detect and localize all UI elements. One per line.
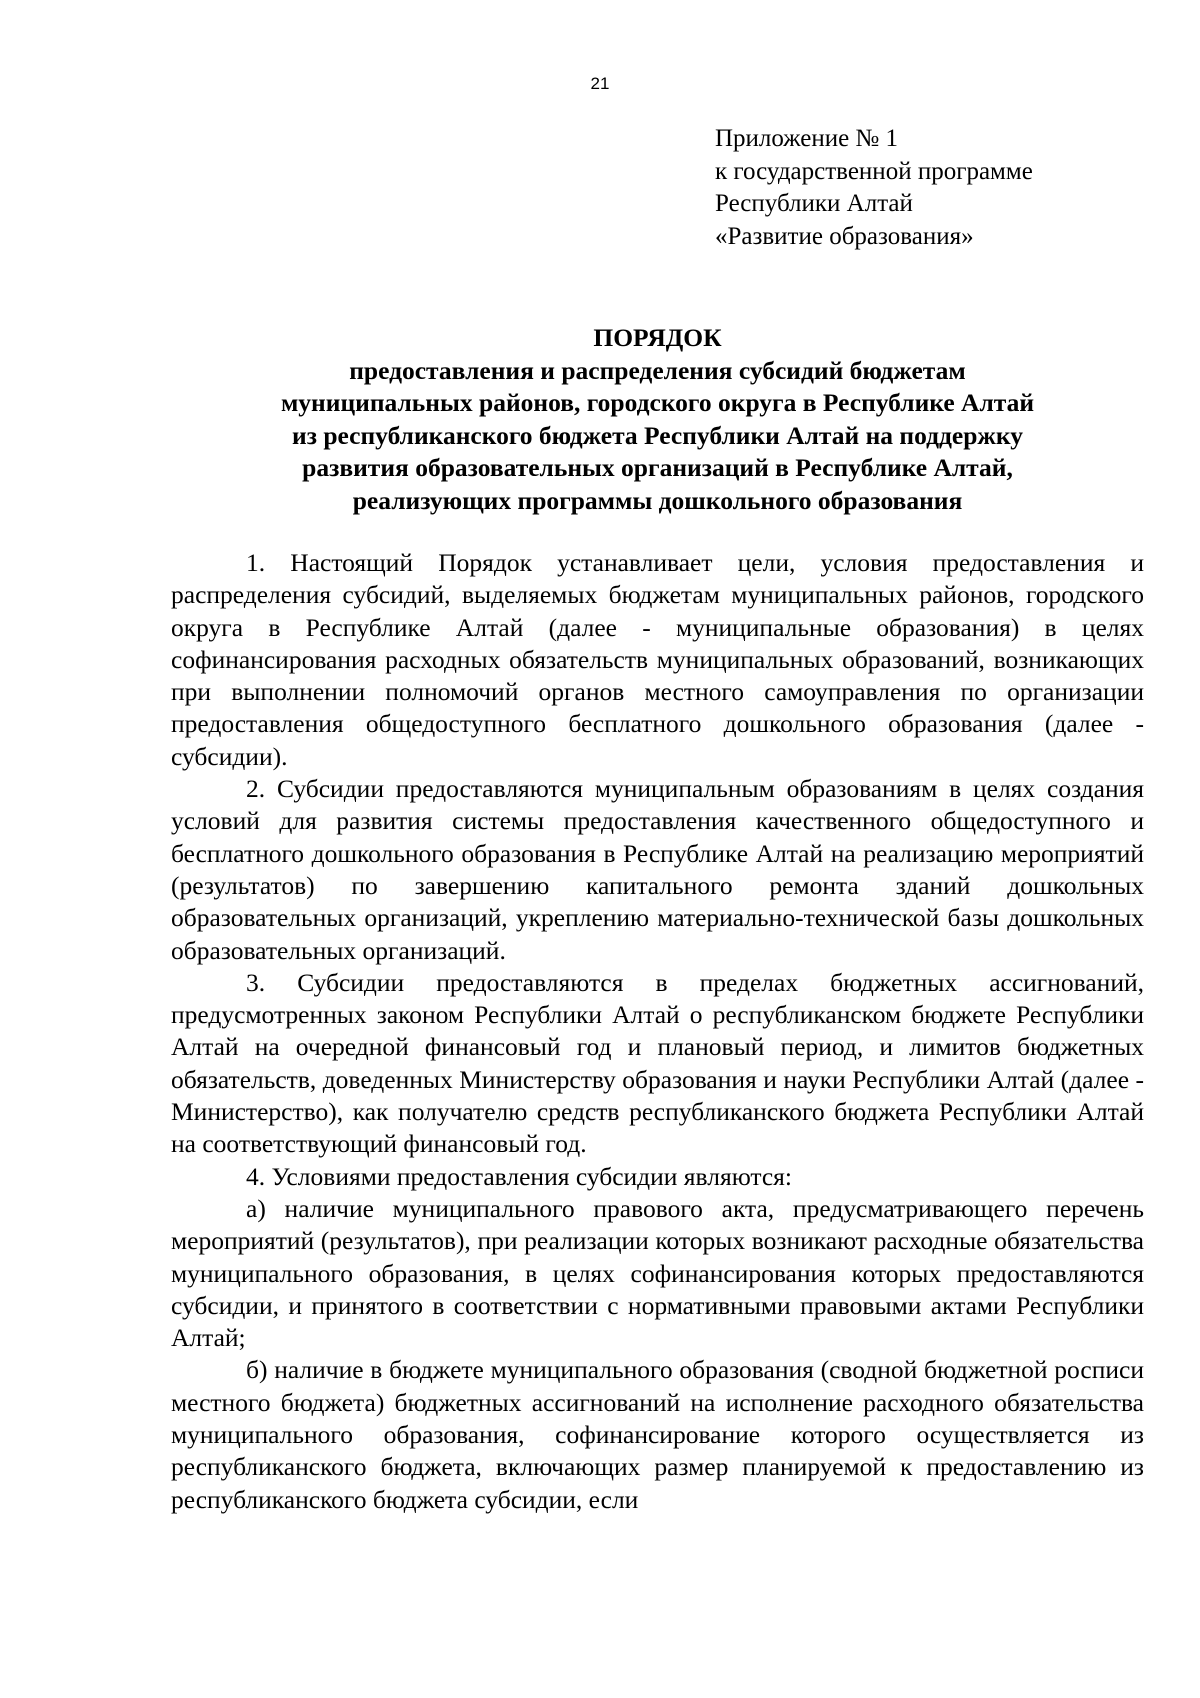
appendix-line: «Развитие образования» (715, 222, 974, 250)
document-title: ПОРЯДОК (593, 323, 722, 352)
appendix-line: к государственной программе (715, 157, 1033, 185)
appendix-line: Приложение № 1 (715, 125, 899, 152)
appendix-block (715, 123, 1155, 253)
heading-line: из республиканского бюджета Республики Алтай на поддержку (292, 420, 1023, 450)
paragraph-2: 2. Субсидии предоставляются муниципальным образованиям в целях создания условий для развития системы предоставления качественного общедоступного и бесплатного дошкольного образования в Республике Алтай на реализацию мероприятий (результатов) по завершению капитального ремонта зданий дошкольных образовательных организаций, укреплению материально-технической базы дошкольных образовательных организаций. (171, 774, 1144, 965)
paragraph-4a: а) наличие муниципального правового акта, предусматривающего перечень мероприятий (результатов), при реализации которых возникают расходные обязательства муниципального образования, в целях софинансирования которых предоставляются субсидии, и принятого в соответствии с нормативными правовыми актами Республики Алтай; (171, 1193, 1144, 1353)
paragraph-1: 1. Настоящий Порядок устанавливает цели, условия предоставления и распределения субсидий, выделяемых бюджетам муниципальных районов, городского округа в Республике Алтай (далее - муниципальные образования) в целях софинансирования расходных обязательств муниципальных образований, возникающих при выполнении полномочий органов местного самоуправления по организации предоставления общедоступного бесплатного дошкольного образования (далее - субсидии). (171, 548, 1144, 771)
document-body (171, 547, 1144, 1516)
document-heading (170, 322, 1145, 517)
heading-line: предоставления и распределения субсидий бюджетам (349, 355, 966, 385)
heading-line: реализующих программы дошкольного образования (352, 485, 963, 515)
page-number: 21 (590, 74, 610, 93)
heading-line: развития образовательных организаций в Республике Алтай, (302, 453, 1013, 482)
paragraph-4: 4. Условиями предоставления субсидии являются: (246, 1161, 792, 1191)
paragraph-4b: б) наличие в бюджете муниципального образования (сводной бюджетной росписи местного бюджета) бюджетных ассигнований на исполнение расходного обязательства муниципального образования, софинансирование которого осуществляется из республиканского бюджета, включающих размер планируемой к предоставлению из республиканского бюджета субсидии, если (171, 1355, 1144, 1514)
heading-line: муниципальных районов, городского округа в Республике Алтай (280, 388, 1035, 417)
appendix-line: Республики Алтай (715, 190, 913, 217)
paragraph-3: 3. Субсидии предоставляются в пределах бюджетных ассигнований, предусмотренных законом Республики Алтай о республиканском бюджете Республики Алтай на очередной финансовый год и плановый период, и лимитов бюджетных обязательств, доведенных Министерству образования и науки Республики Алтай (далее - Министерство), как получателю средств республиканского бюджета Республики Алтай на соответствующий финансовый год. (171, 967, 1144, 1159)
